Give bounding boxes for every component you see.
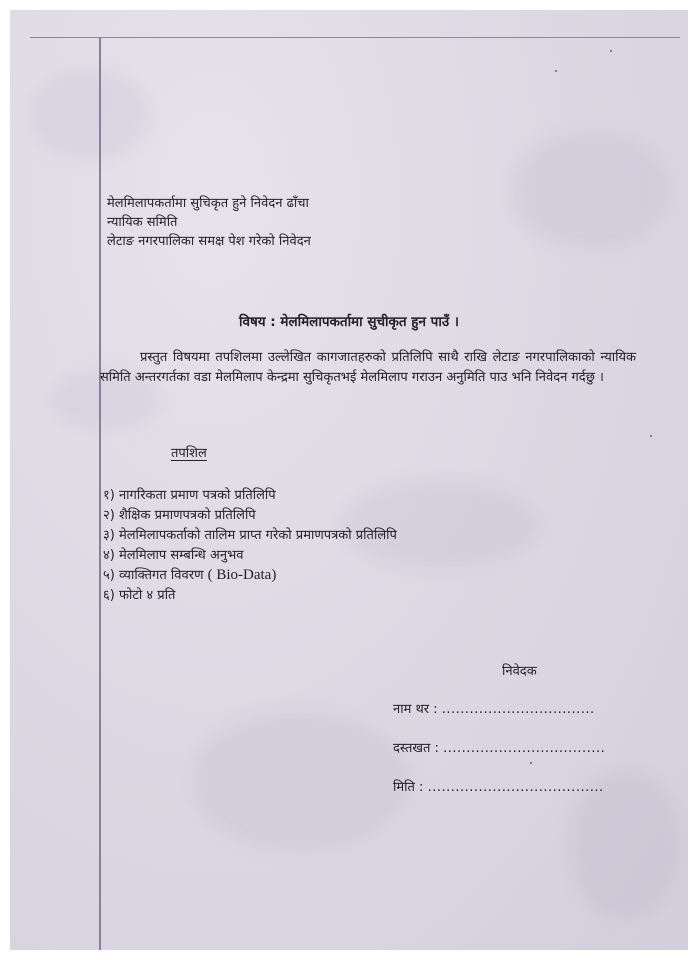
speck: [530, 762, 532, 764]
list-item: ३) मेलमिलापकर्ताको तालिम प्राप्त गरेको प्रमाणपत्रको प्रतिलिपि: [103, 528, 397, 543]
date-label: मिति :: [393, 780, 424, 795]
stain: [190, 710, 410, 850]
paper-sheet: [10, 10, 688, 950]
applicant-label: निवेदक: [502, 664, 537, 679]
signature-field: [393, 739, 605, 758]
top-rule: [30, 37, 680, 38]
speck: [555, 70, 557, 72]
list-item: १) नागरिकता प्रमाण पत्रको प्रतिलिपि: [103, 488, 276, 503]
list-item: २) शैक्षिक प्रमाणपत्रको प्रतिलिपि: [103, 508, 256, 523]
list-item: ६) फोटो ४ प्रति: [103, 588, 176, 603]
subject-line: विषय : मेलमिलापकर्तामा सुचीकृत हुन पाउँ ।: [238, 314, 460, 330]
margin-line: [99, 38, 101, 950]
name-field: [393, 700, 595, 719]
tapsil-heading: तपशिल: [171, 446, 207, 461]
body-text: प्रस्तुत विषयमा तपशिलमा उल्लेखित कागजातहरुको प्रतिलिपि साथै राखि लेटाङ नगरपालिकाको न्यायिक समिति अन्तरगर्तका वडा मेलमिलाप केन्द्रमा सुचिकृतभई मेलमिलाप गराउन अनुमिति पाउ भनि निवेदन गर्दछु ।: [100, 350, 636, 385]
signature-blank: ...................................: [443, 741, 606, 756]
attachment-list: [103, 486, 397, 606]
speck: [650, 435, 652, 437]
date-blank: ......................................: [427, 780, 604, 795]
name-label: नाम थर :: [393, 702, 438, 717]
speck: [610, 50, 612, 52]
body-paragraph: [100, 348, 636, 388]
header-line-3: लेटाङ नगरपालिका समक्ष पेश गरेको निवेदन: [107, 234, 311, 249]
header-line-2: न्यायिक समिति: [107, 215, 178, 230]
stain: [510, 130, 670, 250]
name-blank: .................................: [441, 702, 595, 717]
date-field: [393, 778, 604, 797]
list-item: ४) मेलमिलाप सम्बन्धि अनुभव: [103, 548, 244, 563]
header-block: [107, 194, 311, 251]
list-item-text: ५) व्याक्तिगत विवरण: [103, 568, 204, 583]
signature-label: दस्तखत :: [393, 741, 439, 756]
bio-data-label: ( Bio-Data): [207, 567, 277, 583]
stain: [30, 70, 150, 160]
header-line-1: मेलमिलापकर्तामा सुचिकृत हुने निवेदन ढाँचा: [107, 196, 309, 211]
list-item: [103, 566, 397, 586]
